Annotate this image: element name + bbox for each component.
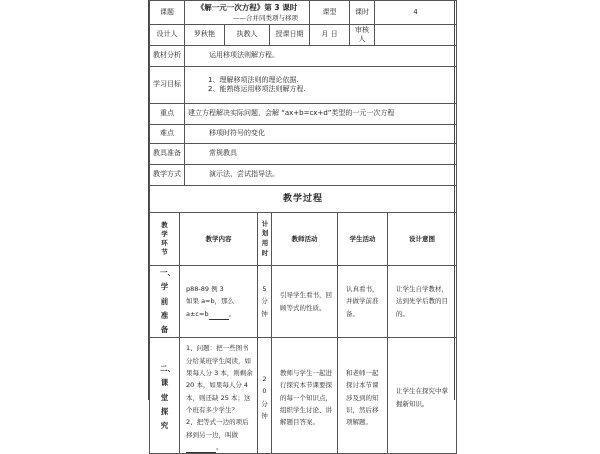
content-line: p88-89 例 3 — [186, 285, 224, 294]
lesson-plan-sheet — [148, 0, 455, 451]
activity-cell: 教师与学生一起进行探究本节课要探的每一个知识点，组织学生讨论、讲解题目答案。 — [272, 338, 338, 454]
col-intent: 设计意图 — [388, 213, 457, 266]
topic-label: 课题 — [150, 1, 185, 25]
lesson-header-table — [149, 0, 457, 186]
col-activity: 教师活动 — [272, 213, 338, 266]
goals-row — [150, 67, 457, 104]
teacher-label: 执教人 — [225, 25, 270, 46]
analysis-row — [150, 46, 457, 67]
content-cell — [180, 338, 258, 454]
topic-title: 《解一元一次方程》第 3 课时 — [196, 3, 298, 13]
key-point-label: 重点 — [150, 104, 185, 125]
process-table — [149, 185, 457, 454]
designer-label: 设计人 — [150, 25, 185, 46]
date-label: 授课日期 — [270, 25, 310, 46]
difficulty-value: 移项时符号的变化 — [185, 125, 457, 144]
analysis-value: 运用移项法则解方程。 — [185, 46, 457, 67]
stage-label: 一、学前准备 — [150, 266, 180, 338]
difficulty-label: 难点 — [150, 125, 185, 144]
key-point-row — [150, 104, 457, 125]
tools-row — [150, 144, 457, 165]
difficulty-row — [150, 125, 457, 144]
col-student: 学生活动 — [338, 213, 388, 266]
key-point-value: 建立方程解决实际问题，会解 “ax+b=cx+d”类型的一元一次方程 — [185, 104, 457, 125]
reviewer-label: 审核人 — [350, 25, 375, 46]
time-cell: 5分钟 — [258, 266, 272, 338]
process-row-explore — [150, 338, 457, 454]
hours-value: 4 — [375, 1, 457, 25]
process-title-row — [150, 186, 457, 213]
time-cell: 20分钟 — [258, 338, 272, 454]
process-title: 教学过程 — [150, 186, 457, 213]
activity-cell: 引导学生看书，回顾等式的性质。 — [272, 266, 338, 338]
topic-row — [150, 1, 457, 25]
method-label: 教学方式 — [150, 165, 185, 186]
process-row-prep — [150, 266, 457, 338]
method-row — [150, 165, 457, 186]
content-cell — [180, 266, 258, 338]
intent-cell: 让学生在探究中掌握新知识。 — [388, 338, 457, 454]
content-paragraph-fill: 2、把等式一边的项后移到另一边，叫做。 — [186, 416, 254, 453]
stage-label: 二、课堂探究 — [150, 338, 180, 454]
fill-blank — [186, 445, 216, 453]
info-row — [150, 25, 457, 46]
student-cell: 认真看书，并做学前准备。 — [338, 266, 388, 338]
analysis-label: 教材分析 — [150, 46, 185, 67]
topic-subtitle: ——合并同类项与移项 — [233, 14, 299, 23]
fill-blank — [209, 312, 229, 320]
tools-label: 教具准备 — [150, 144, 185, 165]
class-type-label: 课型 — [310, 1, 350, 25]
goal-item: 1、理解移项法则的理论依据. — [208, 75, 299, 84]
designer-value: 罗秋艳 — [185, 25, 225, 46]
date-value: 月 日 — [310, 25, 350, 46]
topic-title-cell — [185, 1, 310, 25]
col-time: 计划用时 — [258, 213, 272, 266]
hours-label: 课时 — [350, 1, 375, 25]
col-content: 教学内容 — [180, 213, 258, 266]
content-line-fill: 如果 a=b，那么 a±c=b 。 — [186, 295, 254, 320]
goal-item: 2、能熟练运用移项法则解方程. — [208, 85, 306, 93]
goals-list — [185, 67, 457, 104]
reviewer-value — [375, 25, 457, 46]
goals-label: 学习目标 — [150, 67, 185, 104]
student-cell: 和老师一起探讨本节课涉及到的知识，然后移项解题。 — [338, 338, 388, 454]
process-header-row — [150, 213, 457, 266]
col-stage: 教学环节 — [150, 213, 180, 266]
intent-cell: 让学生自学教材，达到先学后教的目的。 — [388, 266, 457, 338]
method-value: 演示法、尝试指导法。 — [185, 165, 457, 186]
content-paragraph: 1、问题：把一些图书分给某班学生阅读，如果每人分 3 本，则剩余 20 本，如果每人分 4 本，则还缺 25 本；这个班有多少学生？ — [186, 344, 253, 414]
tools-value: 常规教具 — [185, 144, 457, 165]
